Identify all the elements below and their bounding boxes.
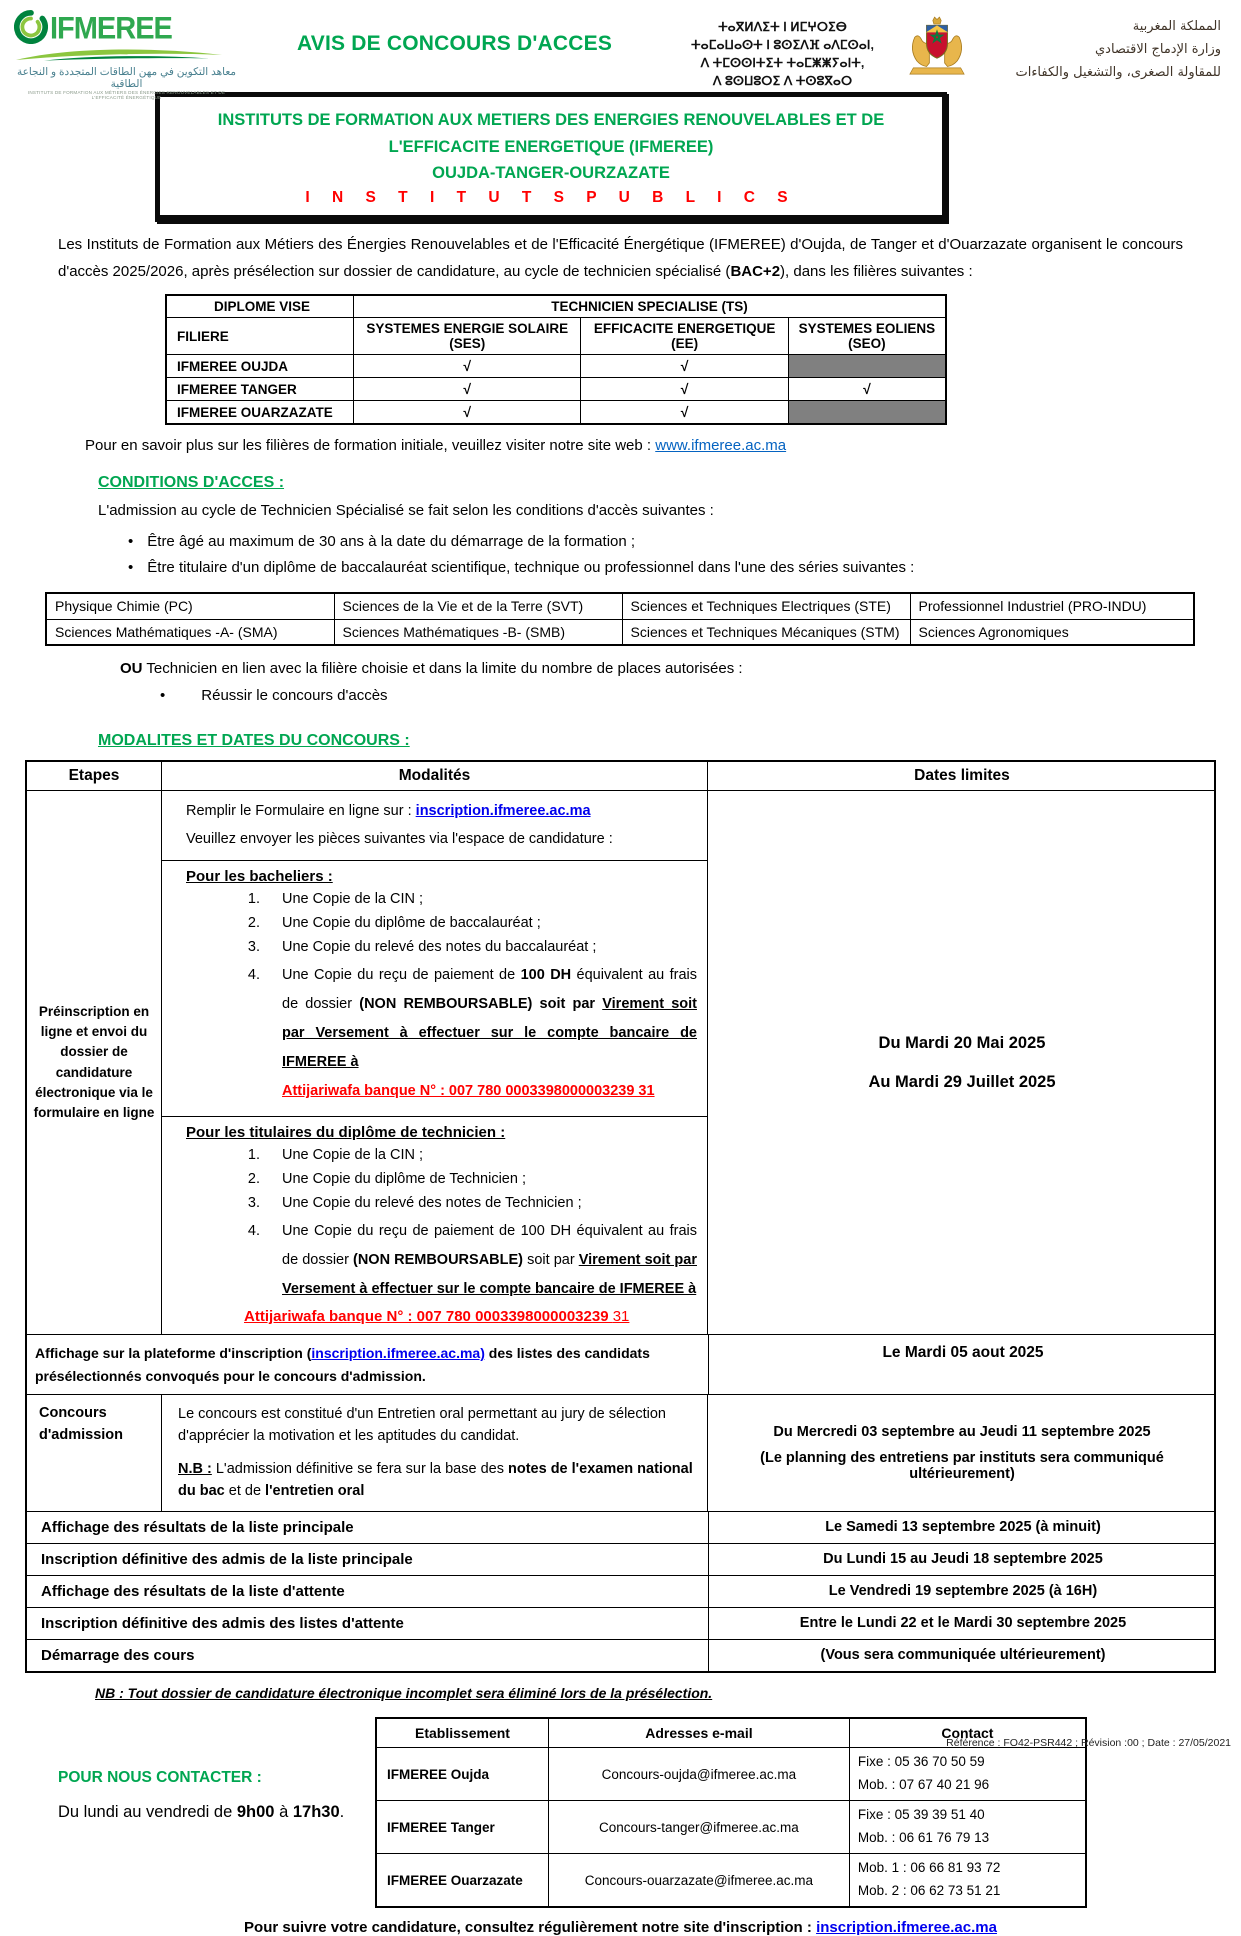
list-item: 4. Une Copie du reçu de paiement de 100 DH équivalent au frais de dossier (NON REMBOURSABLE) soit par Virement soit par Versement à effectuer sur le compte bancaire de IFMEREE à Attijariwafa banque N° : 007 780 0003398000003239 31: [264, 961, 697, 1106]
conditions-intro: L'admission au cycle de Technicien Spécialisé se fait selon les conditions d'accès suivantes :: [98, 502, 714, 520]
contact-heading: POUR NOUS CONTACTER :: [58, 1768, 262, 1786]
filiere-table: [165, 294, 947, 426]
dates-concours: Du Mercredi 03 septembre au Jeudi 11 septembre 2025 (Le planning des entretiens par instituts sera communiqué ultérieurement): [760, 1423, 1164, 1482]
check-oujda-ses: √: [354, 355, 581, 378]
header-etapes: Etapes: [27, 762, 162, 790]
table-row: IFMEREE OUJDA √ √: [166, 355, 946, 378]
contact-hours: Du lundi au vendredi de 9h00 à 17h30.: [58, 1802, 345, 1821]
email-ouarzazate[interactable]: Concours-ouarzazate@ifmeree.ac.ma: [548, 1854, 849, 1907]
etape-preinscription: Préinscription en ligne et envoi du dossier de candidature électronique via le formulaire en ligne: [27, 791, 162, 1334]
table-row: [166, 318, 946, 355]
row-inscription-attente: Inscription définitive des admis des listes d'attente Entre le Lundi 22 et le Mardi 30 septembre 2025: [27, 1607, 1214, 1639]
followup-line: Pour suivre votre candidature, consultez régulièrement notre site d'inscription : inscription.ifmeree.ac.ma: [244, 1918, 997, 1936]
table-row: Physique Chimie (PC) Sciences de la Vie et de la Terre (SVT) Sciences et Techniques Electriques (STE) Professionnel Industriel (PRO-INDU): [46, 593, 1194, 619]
concours-schedule-table: [25, 760, 1216, 1673]
row-concours-admission: Concours d'admission Le concours est constitué d'un Entretien oral permettant au jury de sélection d'apprécier la motivation et les aptitudes du candidat. N.B : L'admission définitive se fera sur la base des notes de l'examen national du bac et de l'entretien oral Du Mercredi 03 septembre au Jeudi 11 septembre 2025 (Le planning des entretiens par instituts sera communiqué ultérieurement): [27, 1394, 1214, 1511]
list-item: • Être âgé au maximum de 30 ans à la date du démarrage de la formation ;: [128, 533, 1241, 550]
check-oujda-ee: √: [581, 355, 789, 378]
ifmeree-logo: [14, 10, 239, 100]
intro-paragraph: Les Instituts de Formation aux Métiers des Énergies Renouvelables et de l'Efficacité Énergétique (IFMEREE) d'Oujda, de Tanger et d'Ouarzazate organisent le concours d'accès 2025/2026, après présélection sur dossier de candidature, au cycle de technicien spécialisé (BAC+2), dans les filières suivantes :: [58, 236, 1183, 280]
check-tanger-ee: √: [581, 378, 789, 401]
website-info-line: Pour en savoir plus sur les filières de formation initiale, veuillez visiter notre site web : www.ifmeree.ac.ma: [85, 437, 787, 455]
col-header-seo: SYSTEMES EOLIENS (SEO): [788, 318, 946, 355]
logo-caption: INSTITUTS DE FORMATION AUX MÉTIERS DES ÉNERGIES RENOUVELABLES ET DE L'EFFICACITÉ ÉNERGÉTIQUE: [27, 90, 226, 100]
col-header-ee: EFFICACITE ENERGETIQUE (EE): [581, 318, 789, 355]
row-resultats-principale: Affichage des résultats de la liste principale Le Samedi 13 septembre 2025 (à minuit): [27, 1511, 1214, 1543]
banner-line1: INSTITUTS DE FORMATION AUX METIERS DES ENERGIES RENOUVELABLES ET DE: [217, 111, 885, 129]
etape-concours: Concours d'admission: [27, 1395, 162, 1511]
contact-header-email: Adresses e-mail: [548, 1718, 849, 1748]
filiere-span-header: TECHNICIEN SPECIALISE (TS): [354, 295, 946, 318]
email-oujda[interactable]: Concours-oujda@ifmeree.ac.ma: [548, 1748, 849, 1801]
modalite-bacheliers: Pour les bacheliers : 1. Une Copie de la CIN ; 2. Une Copie du diplôme de baccalauréat ; 3. Une Copie du relevé des notes du baccalauréat ; 4. Une Copie du reçu de paiement de 100 DH équivalent au frais de dossier (NON REMBOURSABLE) soit par Virement soit par Versement à effectuer sur le compte bancaire de IFMEREE à Attijariwafa banque N° : 007 780 0003398000003239 31: [162, 860, 707, 1116]
table-row: [166, 295, 946, 318]
header-dates-limites: Dates limites: [914, 767, 1010, 785]
table-row: IFMEREE Tanger Concours-tanger@ifmeree.ac.ma Fixe : 05 39 39 51 40 Mob. : 06 61 76 79 13: [376, 1801, 1086, 1854]
filiere-row-header: FILIERE: [166, 318, 354, 355]
filiere-corner-header: DIPLOME VISE: [166, 295, 354, 318]
banner-line2: L'EFFICACITE ENERGETIQUE (IFMEREE): [388, 137, 714, 156]
document-reference: Référence : FO42-PSR442 ; Révision :00 ; Date : 27/05/2021: [946, 1737, 1231, 1749]
nb-elimination-note: NB : Tout dossier de candidature électronique incomplet sera éliminé lors de la présélection.: [95, 1684, 713, 1701]
inscription-link[interactable]: inscription.ifmeree.ac.ma: [415, 803, 591, 820]
dates-preinscription: Du Mardi 20 Mai 2025 Au Mardi 29 Juillet 2025: [868, 1033, 1056, 1091]
check-tanger-ses: √: [354, 378, 581, 401]
list-item: • Être titulaire d'un diplôme de baccalauréat scientifique, technique ou professionnel dans l'une des séries suivantes :: [128, 559, 1241, 576]
table-row: IFMEREE TANGER √ √ √: [166, 378, 946, 401]
modalite-techniciens: Pour les titulaires du diplôme de technicien : 1. Une Copie de la CIN ; 2. Une Copie du diplôme de Technicien ; 3. Une Copie du relevé des notes de Technicien ; 4. Une Copie du reçu de paiement de 100 DH équivalent au frais de dossier (NON REMBOURSABLE) soit par Virement soit par Versement à effectuer sur le compte bancaire de IFMEREE à Attijariwafa banque N° : 007 780 0003398000003239 31: [162, 1116, 707, 1334]
cell-oujda-seo-unavailable: [788, 355, 946, 378]
list-item: 2. Une Copie du diplôme de baccalauréat ;: [264, 913, 697, 934]
ministry-arabic-text: المملكة المغربية وزارة الإدماج الاقتصادي للمقاولة الصغرى، والتشغيل والكفاءات: [1015, 19, 1221, 80]
row-resultats-attente: Affichage des résultats de la liste d'attente Le Vendredi 19 septembre 2025 (à 16H): [27, 1575, 1214, 1607]
page-header: [0, 0, 1241, 100]
modalites-heading: MODALITES ET DATES DU CONCOURS :: [98, 732, 410, 750]
ifmeree-wordmark: IFMEREE: [50, 11, 172, 46]
row-affichage-preselection: Affichage sur la plateforme d'inscription (inscription.ifmeree.ac.ma) des listes des candidats présélectionnés convoqués pour le concours d'admission. Le Mardi 05 aout 2025: [27, 1334, 1214, 1394]
banner-instituts-publics: I N S T I T U T S P U B L I C S: [305, 189, 797, 207]
list-item: 2. Une Copie du diplôme de Technicien ;: [264, 1169, 697, 1190]
banner-line3: OUJDA-TANGER-OURZAZATE: [432, 164, 670, 183]
row-inscription-principale: Inscription définitive des admis de la liste principale Du Lundi 15 au Jeudi 18 septembre 2025: [27, 1543, 1214, 1575]
ifmeree-logo-icon: [14, 10, 48, 48]
bac-series-table: [45, 592, 1195, 646]
reussir-concours-bullet: • Réussir le concours d'accès: [160, 687, 1241, 704]
check-tanger-seo: √: [788, 378, 946, 401]
table-header-row: [27, 762, 1214, 790]
tifinagh-ministry-text: ⵜⴰⴳⵍⴷⵉⵜ ⵏ ⵍⵎⵖⵔⵉⴱ ⵜⴰⵎⴰⵡⴰⵙⵜ ⵏ ⵓⵙⵉⴷⴼ ⴰⴷⵎⵙⴰⵏ, ⴷ ⵜⵎⵙⵙⵏⵜⵉⵜ ⵜⴰⵎⵥⵥⵢⴰⵏⵜ, ⴷ ⵓⵙⵡⵓⵔⵉ ⴷ ⵜⵙⵓⴳⴰⵔ: [691, 20, 874, 89]
header-modalites: Modalités: [162, 762, 708, 790]
list-item: 4. Une Copie du reçu de paiement de 100 DH équivalent au frais de dossier (NON REMBOURSABLE) soit par Virement soit par Versement à effectuer sur le compte bancaire de IFMEREE à: [264, 1217, 697, 1304]
list-item: 3. Une Copie du relevé des notes du baccalauréat ;: [264, 937, 697, 958]
list-item: 1. Une Copie de la CIN ;: [264, 1145, 697, 1166]
cell-ouarzazate-seo-unavailable: [788, 401, 946, 425]
modalite-formulaire: Remplir le Formulaire en ligne sur : inscription.ifmeree.ac.ma Veuillez envoyer les pièces suivantes via l'espace de candidature :: [186, 803, 613, 847]
date-affichage-preselection: Le Mardi 05 aout 2025: [882, 1344, 1044, 1362]
list-item: 3. Une Copie du relevé des notes de Technicien ;: [264, 1193, 697, 1214]
col-header-ses: SYSTEMES ENERGIE SOLAIRE (SES): [354, 318, 581, 355]
row-demarrage-cours: Démarrage des cours (Vous sera communiquée ultérieurement): [27, 1639, 1214, 1671]
ou-technicien-line: OU Technicien en lien avec la filière choisie et dans la limite du nombre de places autorisées :: [120, 660, 743, 678]
row-preinscription: [27, 790, 1214, 1334]
table-row: IFMEREE Oujda Concours-oujda@ifmeree.ac.ma Fixe : 05 36 70 50 59 Mob. : 07 67 40 21 96: [376, 1748, 1086, 1801]
check-ouarzazate-ee: √: [581, 401, 789, 425]
bank-account-techniciens: Attijariwafa banque N° : 007 780 0003398000003239 31: [244, 1308, 630, 1326]
contact-header-contact: Contact: [849, 1718, 1086, 1748]
techniciens-docs-list: [186, 1145, 697, 1304]
check-ouarzazate-ses: √: [354, 401, 581, 425]
contact-header-etablissement: Etablissement: [376, 1718, 548, 1748]
morocco-coat-of-arms-icon: [895, 10, 979, 84]
bacheliers-docs-list: [186, 889, 697, 1106]
conditions-heading: CONDITIONS D'ACCES :: [98, 474, 285, 492]
conditions-list: [128, 533, 1241, 576]
inscription-link[interactable]: inscription.ifmeree.ac.ma): [311, 1345, 485, 1362]
logo-arabic-tagline: معاهد التكوين في مهن الطاقات المتجددة و النجاعة الطاقية: [16, 66, 237, 90]
table-row: IFMEREE Ouarzazate Concours-ouarzazate@ifmeree.ac.ma Mob. 1 : 06 66 81 93 72 Mob. 2 : 06 62 73 51 21: [376, 1854, 1086, 1907]
logo-swoosh: [14, 48, 224, 61]
table-row: IFMEREE OUARZAZATE √ √: [166, 401, 946, 425]
institution-banner: [155, 92, 947, 222]
ifmeree-website-link[interactable]: www.ifmeree.ac.ma: [655, 437, 787, 455]
table-row: Sciences Mathématiques -A- (SMA) Sciences Mathématiques -B- (SMB) Sciences et Techniques Mécaniques (STM) Sciences Agronomiques: [46, 619, 1194, 645]
email-tanger[interactable]: Concours-tanger@ifmeree.ac.ma: [548, 1801, 849, 1854]
page-title: AVIS DE CONCOURS D'ACCES: [296, 32, 613, 55]
list-item: 1. Une Copie de la CIN ;: [264, 889, 697, 910]
bank-account-bacheliers: Attijariwafa banque N° : 007 780 0003398000003239 31: [282, 1083, 655, 1100]
inscription-link[interactable]: inscription.ifmeree.ac.ma: [816, 1918, 997, 1936]
